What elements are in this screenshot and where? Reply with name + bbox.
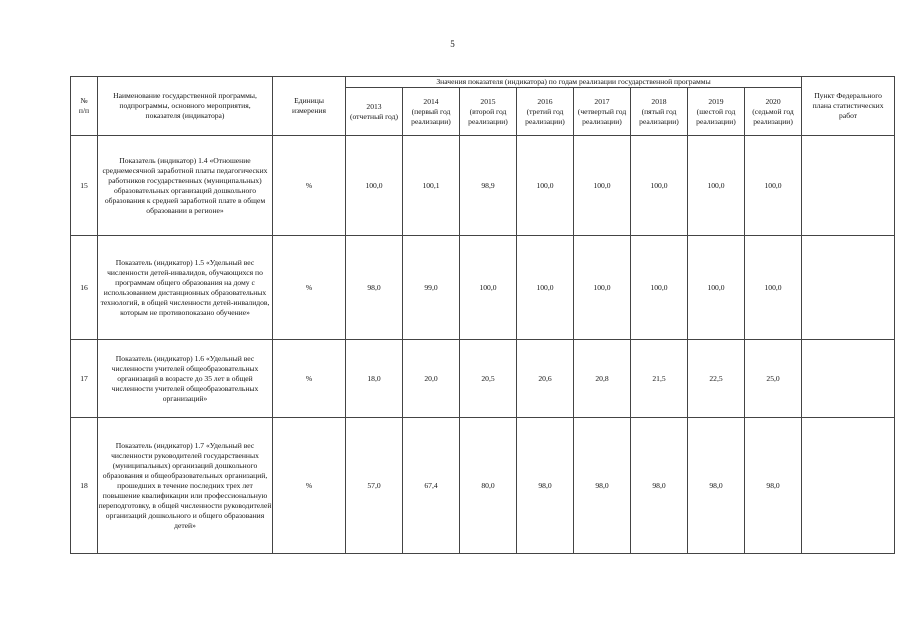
value-cell: 100,0 bbox=[574, 236, 631, 340]
header-row-top bbox=[71, 77, 895, 88]
value-cell: 100,0 bbox=[688, 136, 745, 236]
value-cell: 20,8 bbox=[574, 340, 631, 418]
value-cell: 100,0 bbox=[631, 136, 688, 236]
header-plan: Пункт Федерального плана статистических работ bbox=[802, 77, 895, 136]
value-cell: 98,0 bbox=[574, 418, 631, 554]
value-cell: 100,0 bbox=[631, 236, 688, 340]
value-cell: 21,5 bbox=[631, 340, 688, 418]
value-cell: 22,5 bbox=[688, 340, 745, 418]
header-values-group: Значения показателя (индикатора) по годам реализации государственной программы bbox=[346, 77, 802, 88]
value-cell: 100,1 bbox=[403, 136, 460, 236]
table-row bbox=[71, 340, 895, 418]
header-num: № п/п bbox=[71, 77, 98, 136]
indicator-name: Показатель (индикатор) 1.6 «Удельный вес численности учителей общеобразовательных организаций в возрасте до 35 лет в общей численности учителей общеобразовательных организаций» bbox=[98, 340, 273, 418]
value-cell: 100,0 bbox=[460, 236, 517, 340]
header-year: 2017 (четвертый год реализации) bbox=[574, 88, 631, 136]
header-year: 2020 (седьмой год реализации) bbox=[745, 88, 802, 136]
table-row bbox=[71, 418, 895, 554]
value-cell: 100,0 bbox=[574, 136, 631, 236]
plan-cell bbox=[802, 340, 895, 418]
plan-cell bbox=[802, 418, 895, 554]
value-cell: 20,5 bbox=[460, 340, 517, 418]
row-number: 18 bbox=[71, 418, 98, 554]
table-row bbox=[71, 236, 895, 340]
value-cell: 100,0 bbox=[346, 136, 403, 236]
header-year: 2018 (пятый год реализации) bbox=[631, 88, 688, 136]
value-cell: 67,4 bbox=[403, 418, 460, 554]
value-cell: 100,0 bbox=[688, 236, 745, 340]
header-year: 2016 (третий год реализации) bbox=[517, 88, 574, 136]
value-cell: 99,0 bbox=[403, 236, 460, 340]
unit-cell: % bbox=[273, 418, 346, 554]
header-year: 2014 (первый год реализации) bbox=[403, 88, 460, 136]
value-cell: 98,9 bbox=[460, 136, 517, 236]
indicator-name: Показатель (индикатор) 1.4 «Отношение среднемесячной заработной платы педагогических работников государственных (муниципальных) образовательных организаций дошкольного образования к средней заработной плате в общем образовании в регионе» bbox=[98, 136, 273, 236]
value-cell: 98,0 bbox=[346, 236, 403, 340]
page-number: 5 bbox=[450, 39, 455, 49]
value-cell: 98,0 bbox=[688, 418, 745, 554]
row-number: 15 bbox=[71, 136, 98, 236]
indicator-table bbox=[70, 76, 895, 554]
plan-cell bbox=[802, 236, 895, 340]
unit-cell: % bbox=[273, 236, 346, 340]
value-cell: 57,0 bbox=[346, 418, 403, 554]
value-cell: 98,0 bbox=[517, 418, 574, 554]
unit-cell: % bbox=[273, 136, 346, 236]
value-cell: 100,0 bbox=[517, 136, 574, 236]
indicator-name: Показатель (индикатор) 1.7 «Удельный вес численности руководителей государственных (муниципальных) организаций дошкольного образования и общеобразовательных организаций, прошедших в течение последних трех лет повышение квалификации или профессиональную переподготовку, в общей численности руководителей организаций дошкольного и общего образования детей» bbox=[98, 418, 273, 554]
value-cell: 20,0 bbox=[403, 340, 460, 418]
table-row bbox=[71, 136, 895, 236]
value-cell: 100,0 bbox=[745, 236, 802, 340]
value-cell: 80,0 bbox=[460, 418, 517, 554]
row-number: 16 bbox=[71, 236, 98, 340]
value-cell: 25,0 bbox=[745, 340, 802, 418]
plan-cell bbox=[802, 136, 895, 236]
value-cell: 100,0 bbox=[517, 236, 574, 340]
header-year: 2019 (шестой год реализации) bbox=[688, 88, 745, 136]
value-cell: 100,0 bbox=[745, 136, 802, 236]
value-cell: 18,0 bbox=[346, 340, 403, 418]
value-cell: 98,0 bbox=[745, 418, 802, 554]
header-year: 2013 (отчетный год) bbox=[346, 88, 403, 136]
indicator-name: Показатель (индикатор) 1.5 «Удельный вес численности детей-инвалидов, обучающихся по программам общего образования на дому с использованием дистанционных образовательных технологий, в общей численности детей-инвалидов, которым не противопоказано обучение» bbox=[98, 236, 273, 340]
header-name: Наименование государственной программы, подпрограммы, основного мероприятия, показателя (индикатора) bbox=[98, 77, 273, 136]
value-cell: 20,6 bbox=[517, 340, 574, 418]
row-number: 17 bbox=[71, 340, 98, 418]
unit-cell: % bbox=[273, 340, 346, 418]
value-cell: 98,0 bbox=[631, 418, 688, 554]
header-unit: Единицы измерения bbox=[273, 77, 346, 136]
header-year: 2015 (второй год реализации) bbox=[460, 88, 517, 136]
